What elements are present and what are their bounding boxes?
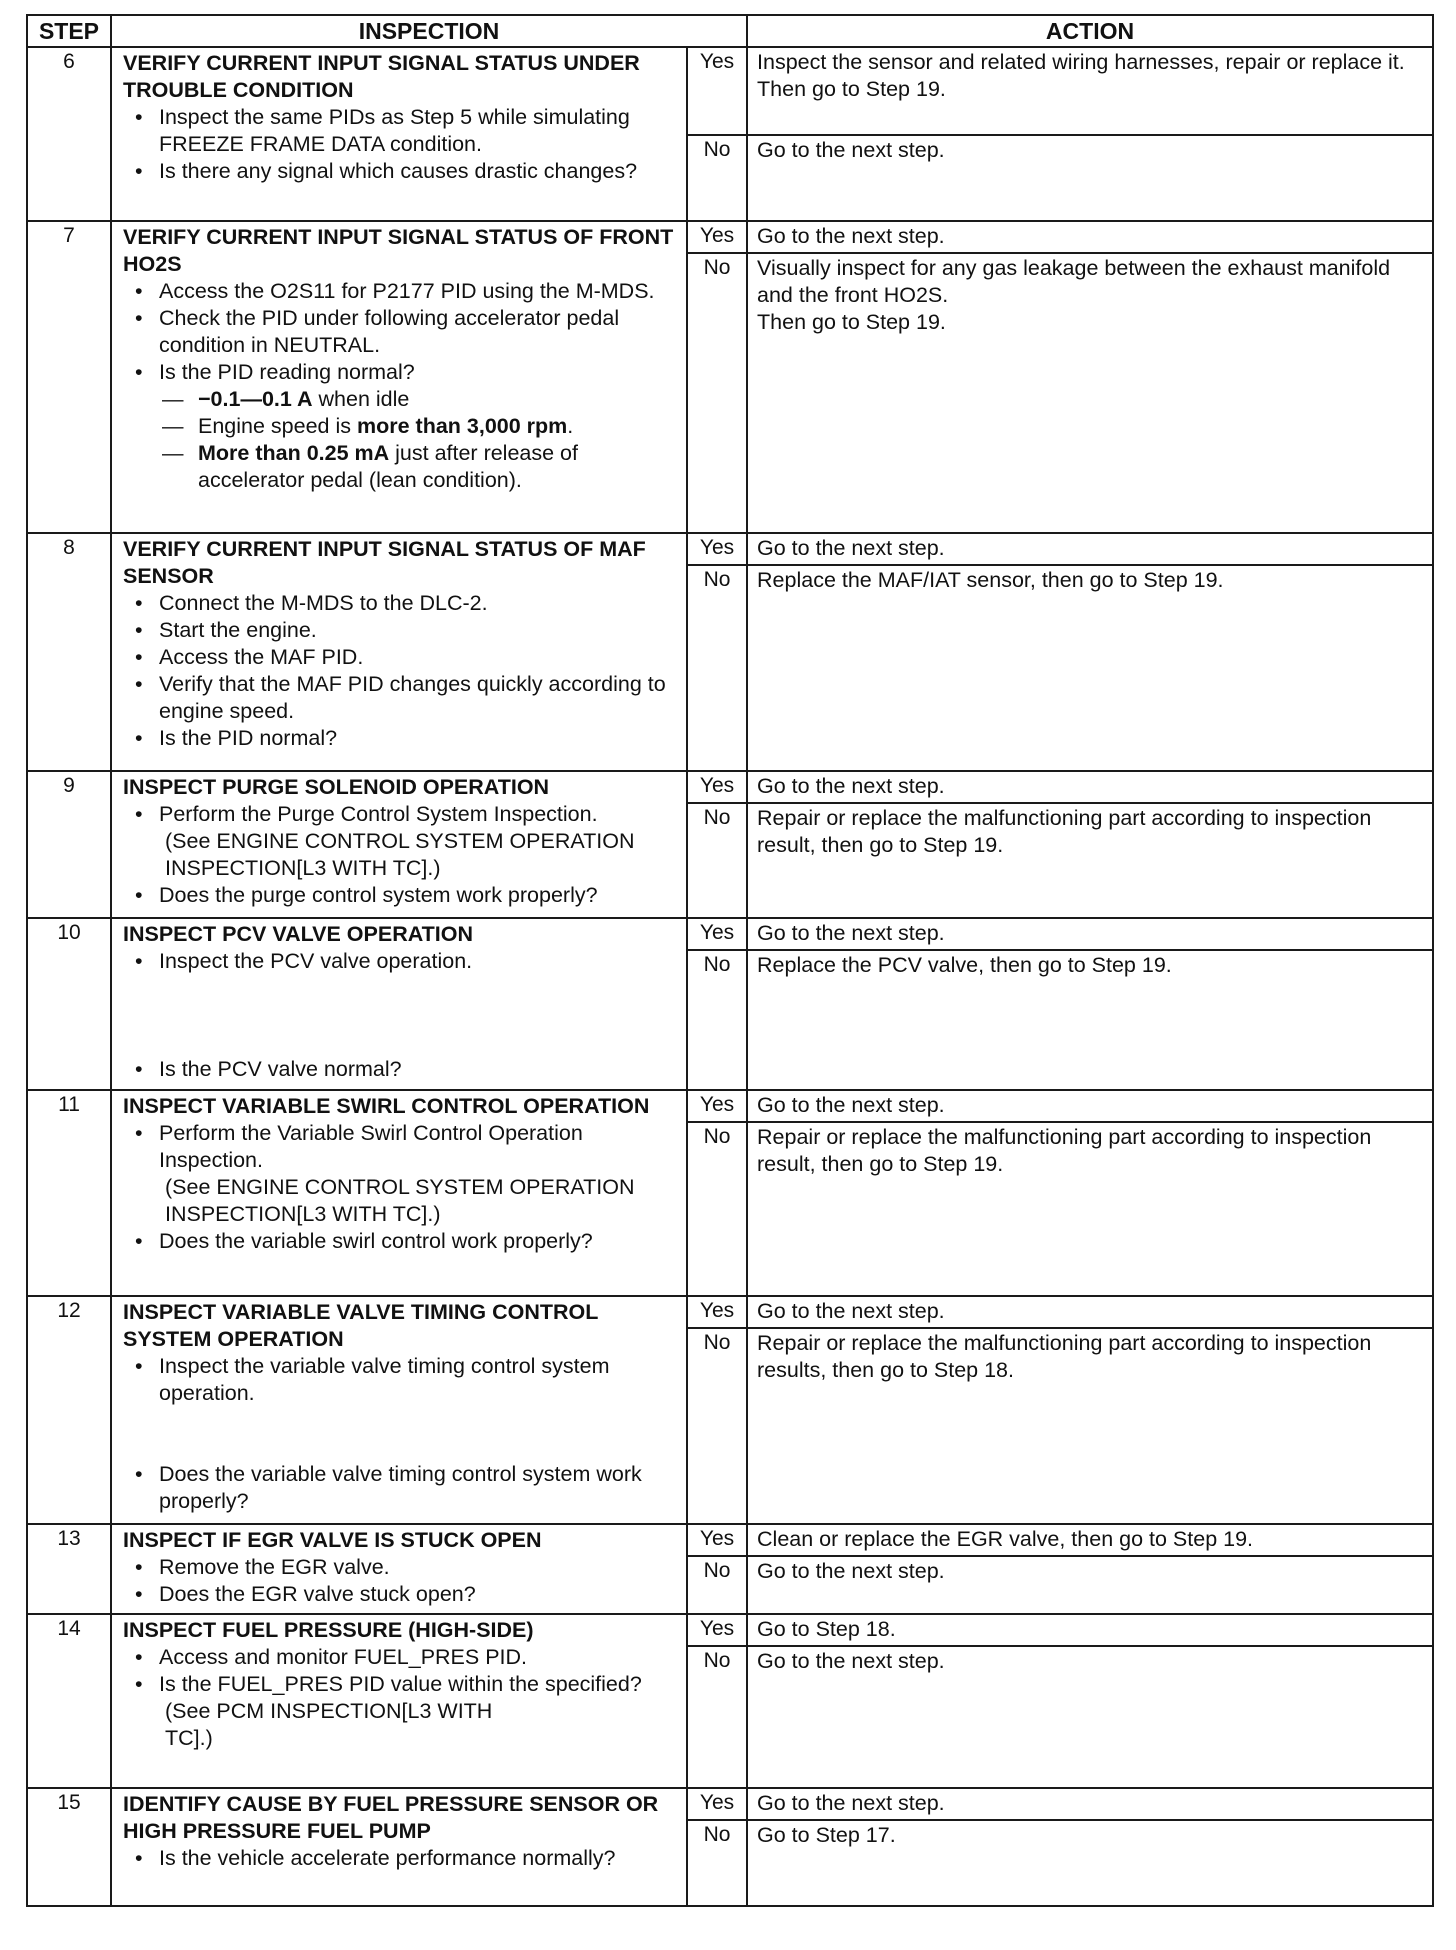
no-label: No [687,1820,747,1906]
yes-label: Yes [687,1090,747,1122]
inspection-title: INSPECT IF EGR VALVE IS STUCK OPEN [123,1528,542,1552]
step-number: 15 [27,1788,111,1906]
yes-label: Yes [687,1788,747,1820]
yes-label: Yes [687,221,747,253]
condition-line [123,440,680,494]
no-label: No [687,1122,747,1296]
action-text: Go to the next step. [757,224,945,248]
step-number: 6 [27,47,111,221]
no-action [747,565,1433,771]
list-item [123,801,680,882]
list-item: • Does the EGR valve stuck open? [123,1581,680,1608]
action-text: Repair or replace the malfunctioning part according to inspection results, then go to Step 18. [757,1331,1372,1382]
list-item [123,1671,680,1752]
inspection-cell [111,47,687,221]
list-item [123,1120,680,1228]
action-text: Go to the next step. [757,1559,945,1583]
action-text: Go to Step 18. [757,1617,896,1641]
table-header-row [27,15,1433,47]
yes-label: Yes [687,47,747,135]
list-item: • Access and monitor FUEL_PRES PID. [123,1644,680,1671]
action-text: Go to the next step. [757,1299,945,1323]
no-action [747,1328,1433,1524]
cross-reference: (See ENGINE CONTROL SYSTEM OPERATION INSPECTION[L3 WITH TC].) [165,829,635,880]
no-label: No [687,1328,747,1524]
table-row [27,771,1433,803]
list-item: • Is the vehicle accelerate performance normally? [123,1845,680,1872]
yes-label: Yes [687,1524,747,1556]
condition-value: −0.1—0.1 A [198,387,313,411]
yes-action [747,47,1433,135]
yes-action [747,1296,1433,1328]
inspection-cell [111,1524,687,1614]
action-text: Repair or replace the malfunctioning part according to inspection result, then go to Step 19. [757,806,1372,857]
list-item: • Verify that the MAF PID changes quickly according to engine speed. [123,671,680,725]
inspection-title: IDENTIFY CAUSE BY FUEL PRESSURE SENSOR OR HIGH PRESSURE FUEL PUMP [123,1792,659,1843]
yes-action [747,1090,1433,1122]
condition-text: Engine speed is [198,414,357,438]
action-text: Inspect the sensor and related wiring harnesses, repair or replace it. [757,50,1405,74]
list-item: • Connect the M-MDS to the DLC-2. [123,590,680,617]
action-text: Go to the next step. [757,536,945,560]
inspection-cell [111,533,687,771]
inspection-cell [111,771,687,918]
list-item: • Does the purge control system work properly? [123,882,680,909]
yes-action [747,1614,1433,1646]
inspection-title: INSPECT VARIABLE SWIRL CONTROL OPERATION [123,1094,650,1118]
inspection-title: INSPECT FUEL PRESSURE (HIGH-SIDE) [123,1618,534,1642]
header-inspection: INSPECTION [111,15,747,47]
no-action [747,1122,1433,1296]
action-text: Replace the MAF/IAT sensor, then go to Step 19. [757,568,1224,592]
table-row [27,47,1433,135]
inspection-title: VERIFY CURRENT INPUT SIGNAL STATUS OF MAF SENSOR [123,537,646,588]
action-text: Go to the next step. [757,138,945,162]
cross-reference: (See ENGINE CONTROL SYSTEM OPERATION INSPECTION[L3 WITH TC].) [165,1175,635,1226]
yes-label: Yes [687,533,747,565]
list-item: • Is the PID normal? [123,725,680,752]
inspection-cell [111,1614,687,1788]
condition-value: More than 0.25 mA [198,441,390,465]
yes-label: Yes [687,918,747,950]
list-item: • Start the engine. [123,617,680,644]
list-item: • Does the variable swirl control work properly? [123,1228,680,1255]
yes-action [747,533,1433,565]
list-item: • Inspect the PCV valve operation. [123,948,680,975]
inspection-title: INSPECT VARIABLE VALVE TIMING CONTROL SYSTEM OPERATION [123,1300,599,1351]
no-action [747,253,1433,533]
cross-reference: (See PCM INSPECTION[L3 WITH TC].) [165,1699,493,1750]
action-text: Go to the next step. [757,1093,945,1117]
yes-label: Yes [687,771,747,803]
action-text: Then go to Step 19. [757,310,946,334]
inspection-cell [111,1296,687,1524]
list-item: • Inspect the variable valve timing control system operation. [123,1353,680,1407]
condition-dash: — [162,387,184,411]
action-text: Clean or replace the EGR valve, then go to Step 19. [757,1527,1254,1551]
list-item: • Access the MAF PID. [123,644,680,671]
step-number: 14 [27,1614,111,1788]
table-row [27,221,1433,253]
yes-action [747,918,1433,950]
action-text: Go to the next step. [757,1649,945,1673]
step-number: 9 [27,771,111,918]
yes-action [747,221,1433,253]
no-label: No [687,803,747,918]
condition-value: more than 3,000 rpm [356,414,568,438]
action-text: Then go to Step 19. [757,77,946,101]
no-action [747,803,1433,918]
no-label: No [687,1556,747,1614]
no-action [747,1556,1433,1614]
header-action: ACTION [747,15,1433,47]
inspection-cell [111,221,687,533]
inspection-title: INSPECT PURGE SOLENOID OPERATION [123,775,550,799]
list-item: • Does the variable valve timing control system work properly? [123,1461,680,1515]
list-item: • Remove the EGR valve. [123,1554,680,1581]
action-text: Go to Step 17. [757,1823,896,1847]
list-item: • Is the PID reading normal? [123,359,680,386]
list-item: • Is the PCV valve normal? [123,1056,680,1083]
header-step: STEP [27,15,111,47]
no-label: No [687,1646,747,1788]
step-number: 7 [27,221,111,533]
condition-text: just after release of accelerator pedal (lean condition). [198,441,578,492]
table-row [27,1090,1433,1122]
table-row [27,1296,1433,1328]
yes-label: Yes [687,1296,747,1328]
condition-text: when idle [312,387,410,411]
table-row [27,918,1433,950]
action-text: Repair or replace the malfunctioning part according to inspection result, then go to Step 19. [757,1125,1372,1176]
condition-line [123,413,680,440]
step-number: 8 [27,533,111,771]
troubleshooting-table [26,14,1434,1907]
inspection-cell [111,1788,687,1906]
list-item: • Is there any signal which causes drastic changes? [123,158,680,185]
step-number: 13 [27,1524,111,1614]
inspection-title: VERIFY CURRENT INPUT SIGNAL STATUS UNDER TROUBLE CONDITION [123,51,640,102]
yes-action [747,771,1433,803]
no-label: No [687,135,747,221]
step-number: 11 [27,1090,111,1296]
diagnostic-procedure-table [26,14,1432,1907]
step-number: 10 [27,918,111,1090]
condition-dash: — [162,414,184,438]
yes-label: Yes [687,1614,747,1646]
inspection-title: VERIFY CURRENT INPUT SIGNAL STATUS OF FRONT HO2S [123,225,674,276]
inspection-title: INSPECT PCV VALVE OPERATION [123,922,474,946]
yes-action [747,1524,1433,1556]
action-text: Go to the next step. [757,1791,945,1815]
no-label: No [687,253,747,533]
condition-dash: — [162,441,184,465]
no-action [747,135,1433,221]
inspection-cell [111,918,687,1090]
list-item-text: Perform the Purge Control System Inspection. [159,802,598,826]
table-row [27,1788,1433,1820]
no-label: No [687,565,747,771]
action-text: Go to the next step. [757,774,945,798]
list-item-text: Perform the Variable Swirl Control Operation Inspection. [159,1121,583,1172]
yes-action [747,1788,1433,1820]
action-text: Visually inspect for any gas leakage between the exhaust manifold and the front HO2S. [757,256,1391,307]
no-action [747,1820,1433,1906]
list-item: • Inspect the same PIDs as Step 5 while simulating FREEZE FRAME DATA condition. [123,104,680,158]
no-action [747,1646,1433,1788]
action-text: Go to the next step. [757,921,945,945]
table-row [27,533,1433,565]
list-item: • Access the O2S11 for P2177 PID using the M-MDS. [123,278,680,305]
step-number: 12 [27,1296,111,1524]
no-action [747,950,1433,1090]
table-row [27,1614,1433,1646]
condition-line [123,386,680,413]
list-item: • Check the PID under following accelerator pedal condition in NEUTRAL. [123,305,680,359]
table-row [27,1524,1433,1556]
condition-text: . [567,414,574,438]
action-text: Replace the PCV valve, then go to Step 19. [757,953,1172,977]
no-label: No [687,950,747,1090]
inspection-cell [111,1090,687,1296]
list-item-text: Is the FUEL_PRES PID value within the specified? [159,1672,642,1696]
